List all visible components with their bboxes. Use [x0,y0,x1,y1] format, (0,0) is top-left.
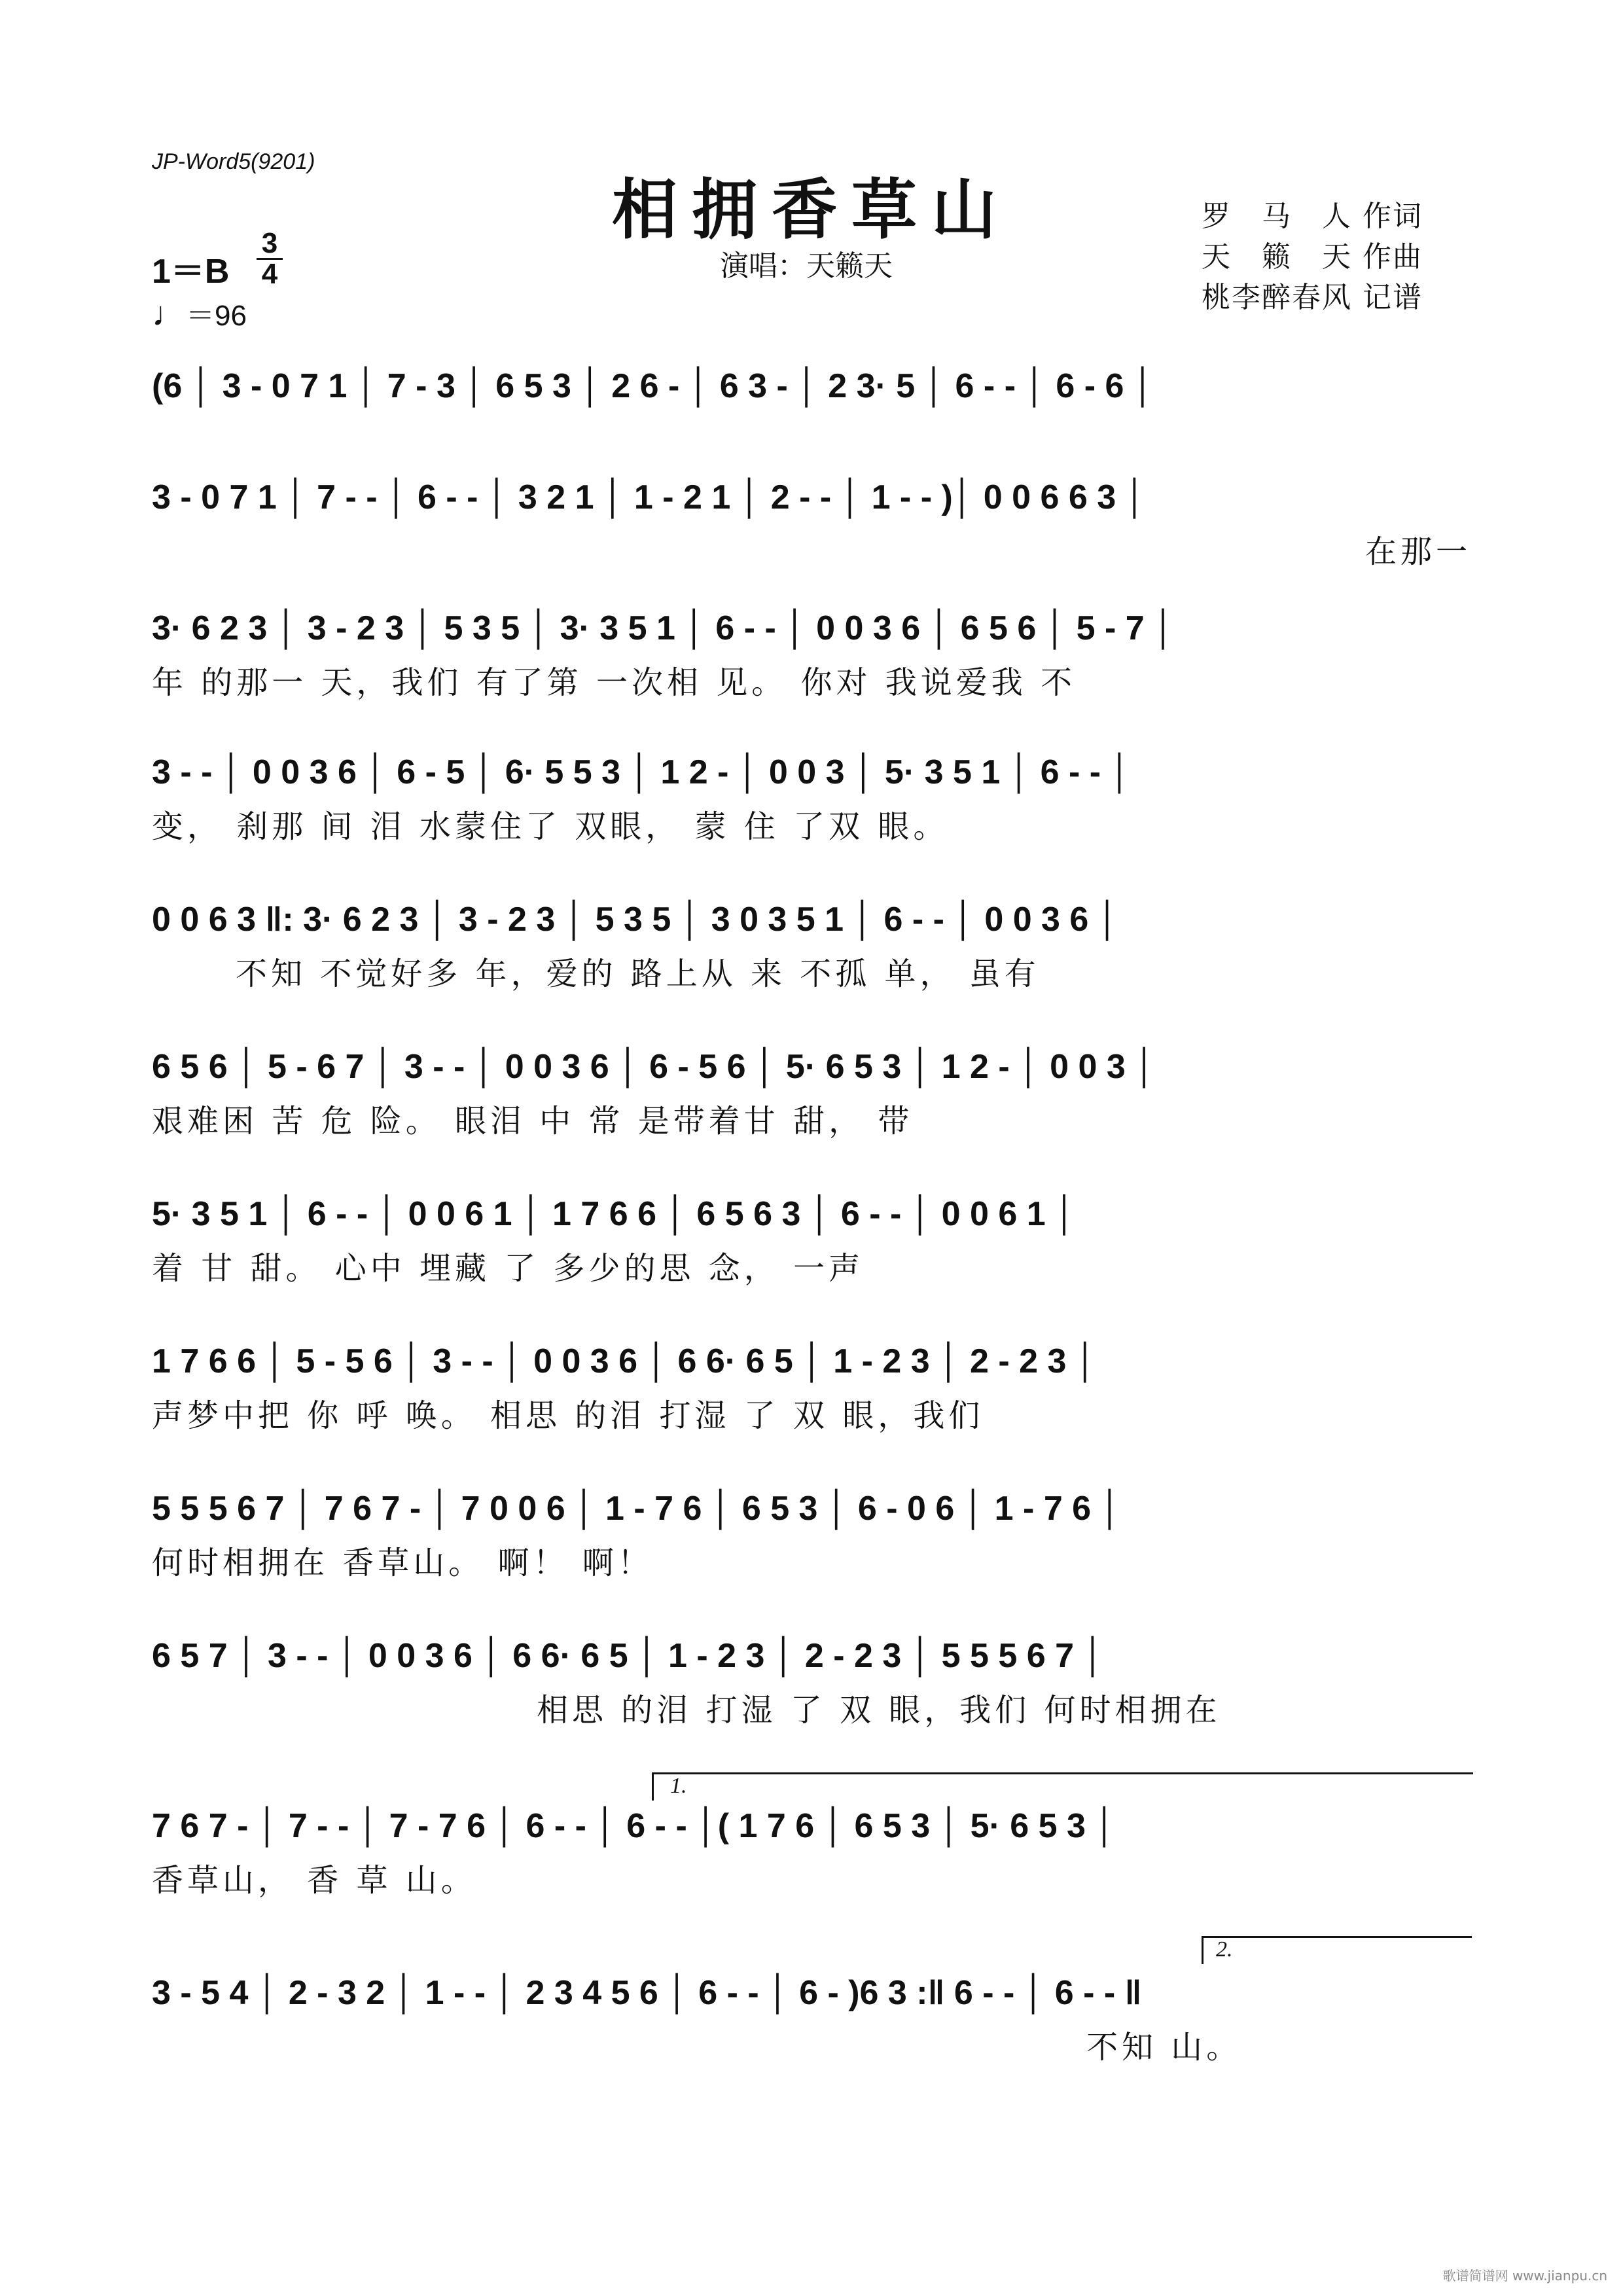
score-system [0,1617,1623,1780]
lyrics-line: 不知 山。 [1086,2029,1242,2066]
volta-1-label: 1. [670,1774,687,1798]
lyrics-line: 着 甘 甜。 心中 埋藏 了 多少的思 念， 一声 [152,1250,865,1287]
notation-line: 5 5 5 6 7 │ 7 6 7 - │ 7 0 0 6 │ 1 - 7 6 │ 6 5 3 │ 6 - 0 6 │ 1 - 7 6 │ [152,1490,1122,1528]
time-signature [257,227,283,290]
lyrics-line: 相思 的泪 打湿 了 双 眼，我们 何时相拥在 [537,1692,1221,1729]
transcriber-credit: 桃李醉春风 记谱 [1202,281,1423,314]
notation-line: 0 0 6 3 ‖: 3· 6 2 3 │ 3 - 2 3 │ 5 3 5 │ 3 0 3 5 1 │ 6 - - │ 0 0 3 6 │ [152,901,1120,939]
time-signature-top: 3 [261,227,278,259]
notation-line: 3 - 5 4 │ 2 - 3 2 │ 1 - - │ 2 3 4 5 6 │ 6 - - │ 6 - )6 3 :‖ 6 - - │ 6 - - ‖ [152,1974,1142,2012]
lyrics-line: 年 的那一 天，我们 有了第 一次相 见。 你对 我说爱我 不 [152,664,1077,701]
lyrics-line: 香草山， 香 草 山。 [152,1862,476,1899]
tempo-mark [152,292,247,334]
score-system [0,589,1623,753]
notation-line: 7 6 7 - │ 7 - - │ 7 - 7 6 │ 6 - - │ 6 - - │( 1 7 6 │ 6 5 3 │ 5· 6 5 3 │ [152,1807,1116,1845]
lyrics-line: 在那一 [1364,533,1471,570]
lyrics-line: 声梦中把 你 呼 唤。 相思 的泪 打湿 了 双 眼，我们 [152,1397,984,1434]
notation-line: (6 │ 3 - 0 7 1 │ 7 - 3 │ 6 5 3 │ 2 6 - │ 6 3 - │ 2 3· 5 │ 6 - - │ 6 - 6 │ [152,367,1155,405]
composer-credit: 天 籁 天 作曲 [1202,240,1423,274]
song-title: 相拥香草山 [612,171,1011,248]
quarter-note-icon: ♩ [152,295,186,333]
lyrics-line: 不知 不觉好多 年，爱的 路上从 来 不孤 单， 虽有 [236,956,1040,992]
score-system [0,1175,1623,1338]
lyrics-line: 变， 刹那 间 泪 水蒙住了 双眼， 蒙 住 了双 眼。 [152,808,949,845]
notation-line: 3 - 0 7 1 │ 7 - - │ 6 - - │ 3 2 1 │ 1 - 2 1 │ 2 - - │ 1 - - )│ 0 0 6 6 3 │ [152,478,1147,516]
volta-2-label: 2. [1216,1937,1233,1962]
volta-2-bracket [1202,1936,1472,1964]
notation-line: 3 - - │ 0 0 3 6 │ 6 - 5 │ 6· 5 5 3 │ 1 2 - │ 0 0 3 │ 5· 3 5 1 │ 6 - - │ [152,753,1132,791]
score-system [0,1787,1623,1950]
lyrics-line: 何时相拥在 香草山。 啊！ 啊！ [152,1545,653,1581]
lyricist-credit: 罗 马 人 作词 [1202,200,1423,233]
notation-line: 3· 6 2 3 │ 3 - 2 3 │ 5 3 5 │ 3· 3 5 1 │ 6 - - │ 0 0 3 6 │ 6 5 6 │ 5 - 7 │ [152,609,1175,647]
lyrics-line: 艰难困 苦 危 险。 眼泪 中 常 是带着甘 甜， 带 [152,1103,914,1139]
score-system [0,1322,1623,1486]
notation-line: 6 5 6 │ 5 - 6 7 │ 3 - - │ 0 0 3 6 │ 6 - 5 6 │ 5· 6 5 3 │ 1 2 - │ 0 0 3 │ [152,1048,1156,1086]
score-system [0,1028,1623,1191]
key-signature: 1＝B [152,253,230,291]
notation-line: 1 7 6 6 │ 5 - 5 6 │ 3 - - │ 0 0 3 6 │ 6 6· 6 5 │ 1 - 2 3 │ 2 - 2 3 │ [152,1342,1097,1380]
volta-1-bracket [652,1772,1473,1801]
time-signature-bottom: 4 [261,258,278,290]
score-system [0,880,1623,1044]
singer-label: 演唱：天籁天 [720,249,893,283]
watermark: 歌谱简谱网 www.jianpu.cn [1442,2268,1607,2284]
score-system [0,733,1623,897]
score-system [0,1954,1623,2117]
tempo-value: ＝96 [186,300,247,332]
credits [1202,196,1423,318]
software-label: JP-Word5(9201) [152,149,315,174]
score-system [0,1469,1623,1633]
notation-line: 5· 3 5 1 │ 6 - - │ 0 0 6 1 │ 1 7 6 6 │ 6 5 6 3 │ 6 - - │ 0 0 6 1 │ [152,1195,1077,1233]
notation-line: 6 5 7 │ 3 - - │ 0 0 3 6 │ 6 6· 6 5 │ 1 - 2 3 │ 2 - 2 3 │ 5 5 5 6 7 │ [152,1637,1105,1675]
